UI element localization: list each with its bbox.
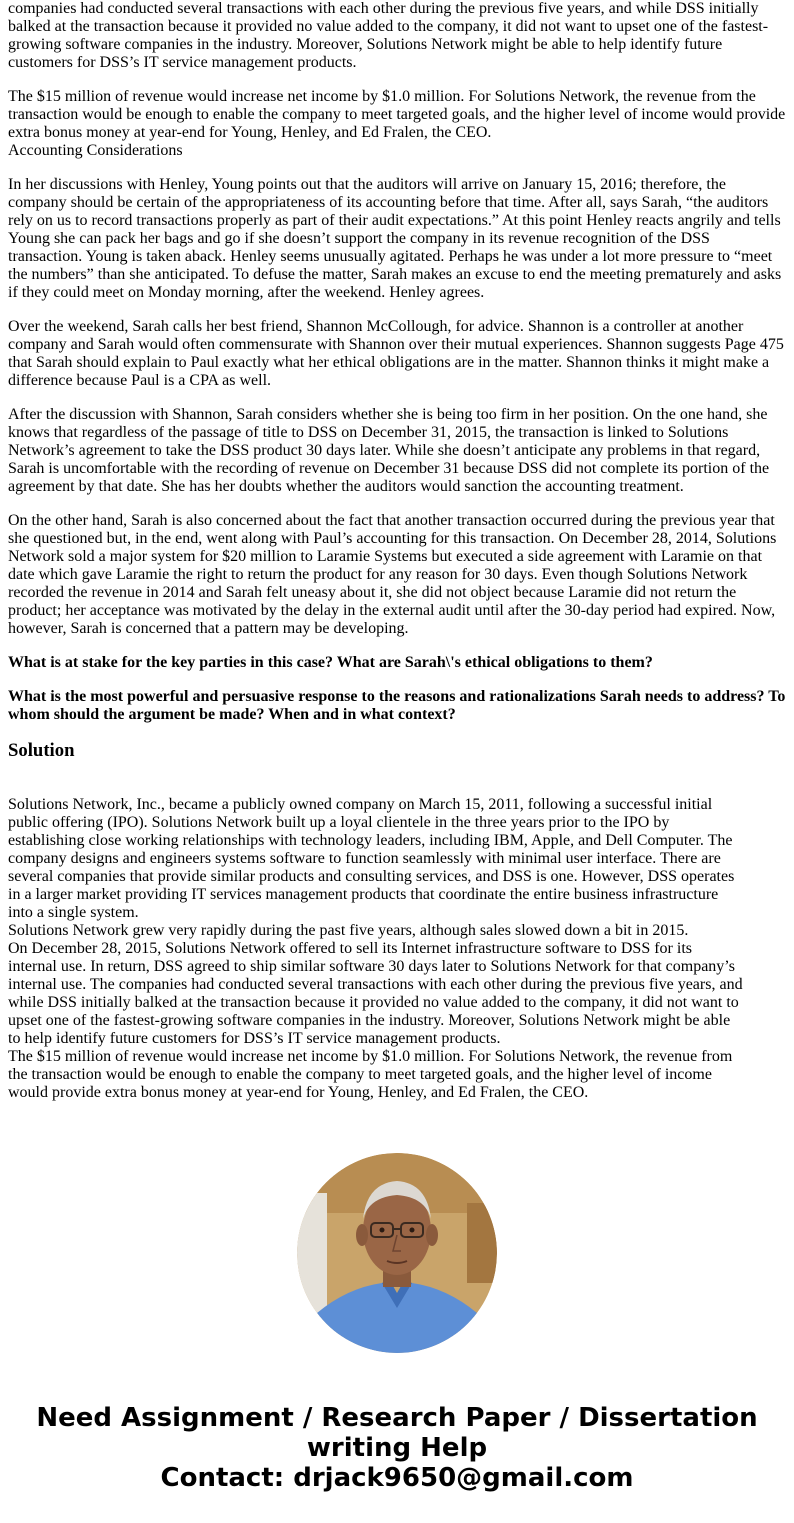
question-1: What is at stake for the key parties in this case? What are Sarah\'s ethical obligations to them? (8, 654, 653, 671)
tutor-avatar-photo (297, 1153, 497, 1353)
solution-line: internal use. In return, DSS agreed to ship similar software 30 days later to Solutions Network for that company’s (8, 958, 735, 975)
promo-line-1: Need Assignment / Research Paper / Dissertation (36, 1403, 758, 1433)
intro-paragraph: companies had conducted several transactions with each other during the previous five years, and while DSS initially balked at the transaction because it provided no value added to the company, it did not want to upset one of the fastest-growing software companies in the industry. Moreover, Solutions Network might be able to help identify future customers for DSS’s IT service management products. (8, 0, 769, 71)
solution-body (8, 796, 748, 1102)
considers-paragraph: After the discussion with Shannon, Sarah considers whether she is being too firm in her position. On the one hand, she knows that regardless of the passage of title to DSS on December 31, 2015, the transaction is linked to Solutions Network’s agreement to take the DSS product 30 days later. While she doesn’t anticipate any problems in that regard, Sarah is uncomfortable with the recording of revenue on December 31 because DSS did not complete its portion of the agreement by that date. She has her doubts whether the auditors would sanction the accounting treatment. (8, 406, 770, 495)
solution-line: internal use. The companies had conducted several transactions with each other during the previous five years, and (8, 976, 743, 993)
solution-line: the transaction would be enough to enable the company to meet targeted goals, and the higher level of income (8, 1066, 712, 1083)
solution-line: establishing close working relationships with technology leaders, including IBM, Apple, and Dell Computer. The (8, 832, 733, 849)
other-hand-paragraph: On the other hand, Sarah is also concerned about the fact that another transaction occurred during the previous year that she questioned but, in the end, went along with Paul’s accounting for this transaction. On December 28, 2014, Solutions Network sold a major system for $20 million to Laramie Systems but executed a side agreement with Laramie on that date which gave Laramie the right to return the product for any reason for 30 days. Even though Solutions Network recorded the revenue in 2014 and Sarah felt uneasy about it, she did not object because Laramie did not return the product; her acceptance was motivated by the delay in the external audit until after the 30-day period had expired. Now, however, Sarah is concerned that a pattern may be developing. (8, 512, 777, 637)
solution-line: would provide extra bonus money at year-end for Young, Henley, and Ed Fralen, the CEO. (8, 1084, 589, 1101)
solution-line: company designs and engineers systems software to function seamlessly with minimal user interface. There are (8, 850, 721, 867)
avatar-portrait-illustration (297, 1153, 497, 1353)
weekend-paragraph: Over the weekend, Sarah calls her best friend, Shannon McCollough, for advice. Shannon is a controller at another company and Sarah would often commensurate with Shannon over their mutual experiences. Shannon suggests Page 475 that Sarah should explain to Paul exactly what her ethical obligations are in the matter. Shannon thinks it might make a difference because Paul is a CPA as well. (8, 318, 784, 389)
solution-line: On December 28, 2015, Solutions Network offered to sell its Internet infrastructure software to DSS for its (8, 940, 692, 957)
solution-line: upset one of the fastest-growing software companies in the industry. Moreover, Solutions Network might be able (8, 1012, 731, 1029)
solution-line: into a single system. (8, 904, 139, 921)
solution-line: The $15 million of revenue would increase net income by $1.0 million. For Solutions Network, the revenue from (8, 1048, 733, 1065)
promo-banner (0, 1403, 794, 1493)
solution-title: Solution (8, 740, 75, 761)
revenue-paragraph (8, 88, 788, 160)
promo-contact: Contact: drjack9650@gmail.com (160, 1463, 634, 1493)
revenue-paragraph-text: The $15 million of revenue would increase net income by $1.0 million. For Solutions Network, the revenue from the transaction would be enough to enable the company to meet targeted goals, and the higher level of income would provide extra bonus money at year-end for Young, Henley, and Ed Fralen, the CEO. (8, 88, 786, 141)
solution-line: while DSS initially balked at the transaction because it provided no value added to the company, it did not want to (8, 994, 739, 1011)
solution-line: to help identify future customers for DSS’s IT service management products. (8, 1030, 501, 1047)
solution-line: public offering (IPO). Solutions Network built up a loyal clientele in the three years prior to the IPO by (8, 814, 670, 831)
promo-line-2: writing Help (306, 1433, 488, 1463)
auditors-paragraph: In her discussions with Henley, Young points out that the auditors will arrive on January 15, 2016; therefore, the company should be certain of the appropriateness of its accounting before that time. After all, says Sarah, “the auditors rely on us to record transactions properly as part of their audit expectations.” At this point Henley reacts angrily and tells Young she can pack her bags and go if she doesn’t support the company in its revenue recognition of the DSS transaction. Young is taken aback. Henley seems unusually agitated. Perhaps he was under a lot more pressure to “meet the numbers” than she anticipated. To defuse the matter, Sarah makes an excuse to end the meeting prematurely and asks if they could meet on Monday morning, after the weekend. Henley agrees. (8, 176, 782, 301)
document-page (8, 0, 788, 1102)
solution-line: Solutions Network, Inc., became a publicly owned company on March 15, 2011, following a successful initial (8, 796, 713, 813)
solution-line: Solutions Network grew very rapidly during the past five years, although sales slowed down a bit in 2015. (8, 922, 689, 939)
question-2: What is the most powerful and persuasive response to the reasons and rationalizations Sarah needs to address? To whom should the argument be made? When and in what context? (8, 688, 786, 723)
solution-line: several companies that provide similar products and consulting services, and DSS is one. However, DSS operates (8, 868, 735, 885)
section-heading: Accounting Considerations (8, 142, 183, 159)
solution-line: in a larger market providing IT services management products that coordinate the entire business infrastructure (8, 886, 719, 903)
